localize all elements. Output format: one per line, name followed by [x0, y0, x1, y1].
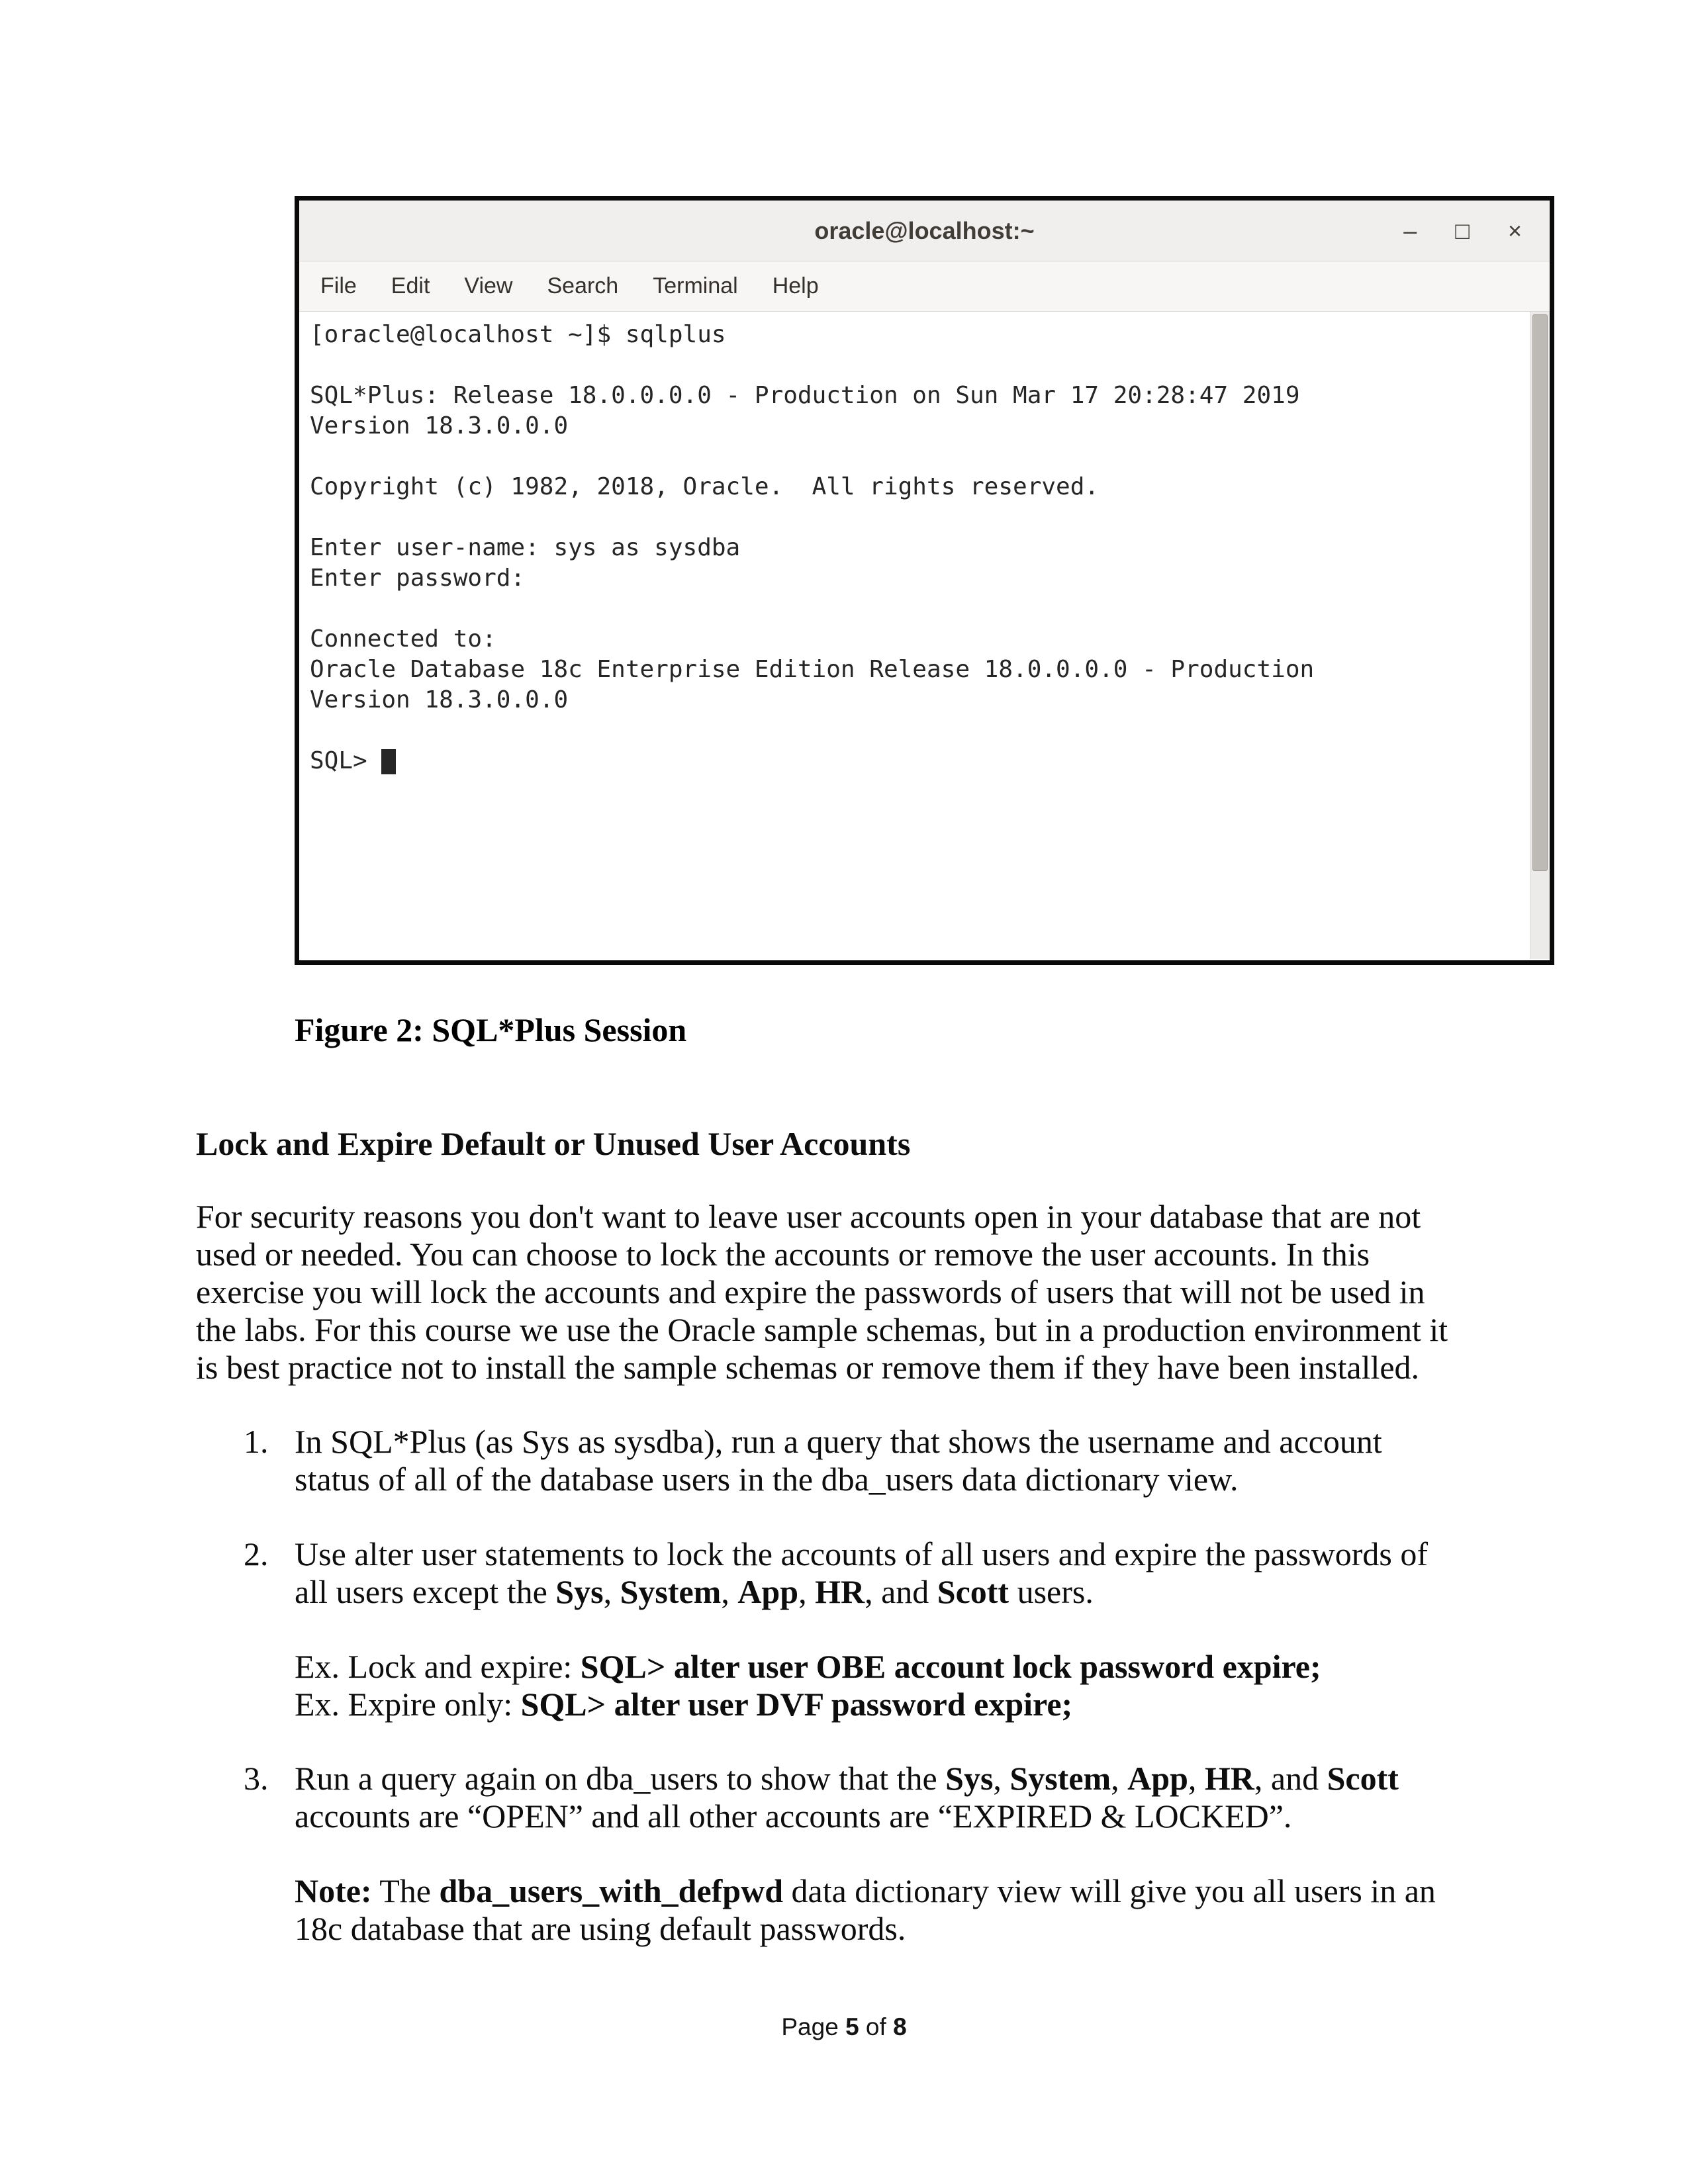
scrollbar-thumb[interactable] — [1532, 314, 1548, 871]
text-run: Sys — [555, 1573, 604, 1610]
text-run: Page — [781, 2013, 846, 2040]
text-run: of — [859, 2013, 894, 2040]
menu-item-terminal[interactable]: Terminal — [653, 273, 738, 298]
text-run: In SQL*Plus (as Sys as sysdba), run a query that shows the username and account status of all of the database users in the dba_users data dictionary view. — [295, 1423, 1382, 1498]
text-run: Scott — [1327, 1760, 1399, 1797]
terminal-body — [299, 312, 1550, 959]
terminal-line: Copyright (c) 1982, 2018, Oracle. All rights reserved. — [310, 473, 1100, 500]
terminal-cursor — [381, 749, 396, 774]
note-paragraph — [295, 1872, 1456, 1948]
menu-item-edit[interactable]: Edit — [391, 273, 430, 298]
text-run: , and — [865, 1573, 937, 1610]
terminal-line: Enter user-name: sys as sysdba — [310, 534, 741, 561]
text-run: 8 — [893, 2013, 907, 2040]
example-line-expire-only — [295, 1686, 1456, 1723]
example-block — [295, 1648, 1456, 1723]
text-run: , — [1188, 1760, 1205, 1797]
terminal-scrollbar[interactable] — [1530, 312, 1550, 959]
terminal-line — [310, 594, 1521, 624]
terminal-line: Version 18.3.0.0.0 — [310, 412, 569, 439]
text-run: App — [1127, 1760, 1188, 1797]
text-run: accounts are “OPEN” and all other accounts are “EXPIRED & LOCKED”. — [295, 1797, 1292, 1835]
page-footer — [0, 2013, 1688, 2041]
text-run: HR — [1204, 1760, 1254, 1797]
list-text-3 — [295, 1760, 1456, 1835]
text-run: Ex. Expire only: — [295, 1686, 521, 1723]
menu-item-view[interactable]: View — [464, 273, 513, 298]
text-run: data dictionary view will give you all users in an 18c database that are using default passwords. — [295, 1872, 1436, 1947]
text-run: , — [1111, 1760, 1128, 1797]
text-run: HR — [815, 1573, 865, 1610]
maximize-icon[interactable]: □ — [1455, 216, 1470, 244]
terminal-line — [310, 350, 1521, 381]
terminal-titlebar — [299, 201, 1550, 261]
text-run: Note: — [295, 1872, 372, 1909]
terminal-line — [310, 715, 1521, 746]
text-run: users. — [1009, 1573, 1094, 1610]
text-run: , — [721, 1573, 738, 1610]
terminal-output — [299, 312, 1550, 776]
terminal-line: Version 18.3.0.0.0 — [310, 686, 569, 713]
terminal-lines — [310, 320, 1521, 746]
section-heading: Lock and Expire Default or Unused User Accounts — [196, 1125, 911, 1162]
text-run: , — [798, 1573, 816, 1610]
text-run: System — [620, 1573, 722, 1610]
text-run: Use alter user statements to lock the accounts of all users and expire the passwords of all users except the — [295, 1535, 1428, 1610]
terminal-line: SQL*Plus: Release 18.0.0.0.0 - Production on Sun Mar 17 20:28:47 2019 — [310, 382, 1300, 409]
list-item-2 — [196, 1535, 1456, 1611]
minimize-icon[interactable]: – — [1403, 216, 1417, 244]
list-text-2 — [295, 1535, 1456, 1611]
text-run: , — [603, 1573, 620, 1610]
intro-paragraph: For security reasons you don't want to leave user accounts open in your database that are not used or needed. You can choose to lock the accounts or remove the user accounts. In this exercise you will lock the accounts and expire the passwords of users that will not be used in the labs. For this course we use the Oracle sample schemas, but in a production environment it is best practice not to install the sample schemas or remove them if they have been installed. — [196, 1198, 1448, 1386]
list-item-3 — [196, 1760, 1456, 1835]
terminal-prompt: SQL> — [310, 747, 382, 774]
text-run: Run a query again on dba_users to show that the — [295, 1760, 946, 1797]
text-run: Sys — [945, 1760, 994, 1797]
terminal-line — [310, 441, 1521, 472]
text-run: SQL> alter user OBE account lock password expire; — [580, 1648, 1321, 1685]
text-run: dba_users_with_defpwd — [439, 1872, 784, 1909]
window-title: oracle@localhost:~ — [814, 216, 1035, 244]
close-icon[interactable]: × — [1507, 216, 1522, 244]
list-number-2: 2. — [244, 1535, 269, 1572]
window-controls — [1403, 201, 1522, 261]
terminal-prompt-line — [310, 746, 1521, 776]
text-run: , and — [1254, 1760, 1327, 1797]
menu-item-file[interactable]: File — [320, 273, 357, 298]
list-item-1 — [196, 1423, 1456, 1498]
figure-caption: Figure 2: SQL*Plus Session — [295, 1011, 687, 1048]
list-text-1 — [295, 1423, 1456, 1498]
text-run: 5 — [845, 2013, 859, 2040]
terminal-line — [310, 502, 1521, 533]
text-run: The — [371, 1872, 440, 1909]
example-line-lock-expire — [295, 1648, 1456, 1686]
text-run: App — [737, 1573, 799, 1610]
text-run: SQL> alter user DVF password expire; — [520, 1686, 1073, 1723]
terminal-line: Oracle Database 18c Enterprise Edition Release 18.0.0.0.0 - Production — [310, 656, 1315, 683]
content-section — [196, 1125, 1456, 1948]
text-run: System — [1009, 1760, 1111, 1797]
terminal-line: Connected to: — [310, 625, 496, 653]
terminal-line: Enter password: — [310, 565, 526, 592]
text-run: , — [993, 1760, 1010, 1797]
text-run: Scott — [937, 1573, 1009, 1610]
menu-item-help[interactable]: Help — [772, 273, 819, 298]
list-number-1: 1. — [244, 1423, 269, 1460]
terminal-menubar — [299, 261, 1550, 312]
text-run: Ex. Lock and expire: — [295, 1648, 581, 1685]
list-number-3: 3. — [244, 1760, 269, 1797]
terminal-line: [oracle@localhost ~]$ sqlplus — [310, 321, 726, 348]
menu-item-search[interactable]: Search — [547, 273, 619, 298]
terminal-window — [295, 196, 1554, 965]
